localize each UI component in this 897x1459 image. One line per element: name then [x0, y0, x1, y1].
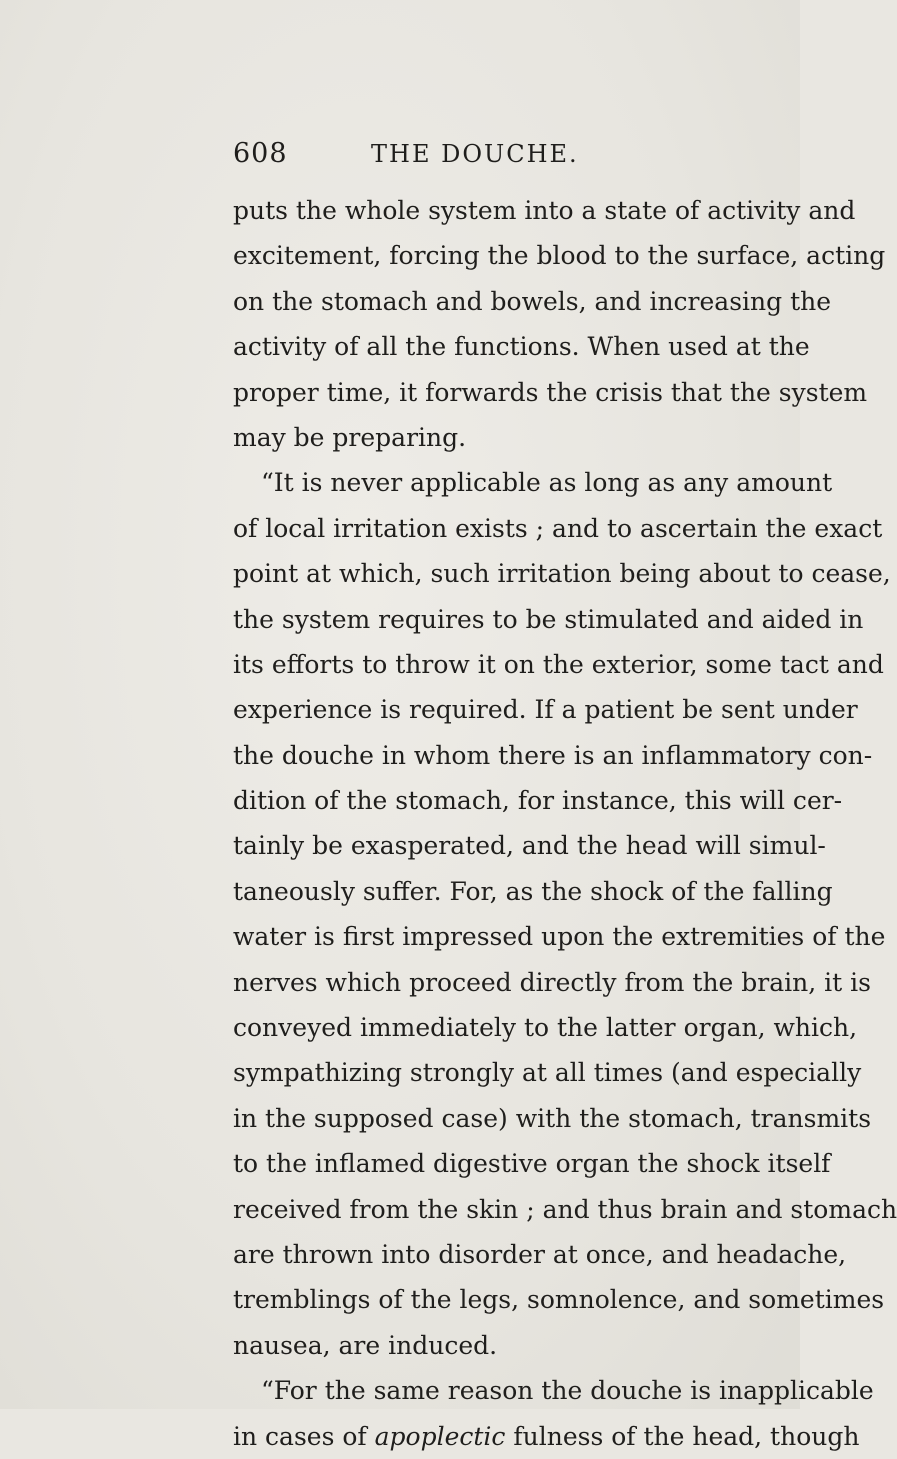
italic-word: apoplectic [374, 1421, 506, 1451]
text-line: tainly be exasperated, and the head will simul- [233, 831, 826, 861]
text-line: nausea, are induced. [233, 1330, 498, 1360]
text-line: experience is required. If a patient be sent under [233, 695, 858, 725]
text-line: tremblings of the legs, somnolence, and sometimes [233, 1285, 885, 1315]
text-line: of local irritation exists ; and to ascertain the exact [233, 513, 883, 543]
text-line: nerves which proceed directly from the brain, it is [233, 967, 871, 997]
text-line: in the supposed case) with the stomach, transmits [233, 1103, 872, 1133]
page-header [233, 138, 753, 178]
text-line: the douche in whom there is an inflammatory con- [233, 740, 873, 770]
text-line: activity of all the functions. When used at the [233, 332, 810, 362]
page-number: 608 [233, 138, 288, 169]
text-line: “It is never applicable as long as any amount [261, 468, 833, 498]
running-title: THE DOUCHE. [371, 140, 579, 168]
text-line: conveyed immediately to the latter organ, which, [233, 1013, 858, 1043]
text-line [233, 1414, 860, 1459]
text-line: on the stomach and bowels, and increasing the [233, 286, 832, 316]
text-line: excitement, forcing the blood to the surface, acting [233, 241, 886, 271]
text-segment: fulness of the head, though [505, 1421, 860, 1451]
text-line: dition of the stomach, for instance, this will cer- [233, 786, 843, 816]
text-segment: in cases of [233, 1421, 375, 1451]
text-line: to the inflamed digestive organ the shock itself [233, 1149, 831, 1179]
text-line: the system requires to be stimulated and aided in [233, 604, 864, 634]
text-line: puts the whole system into a state of activity and [233, 196, 856, 225]
text-line: point at which, such irritation being about to cease, [233, 559, 891, 589]
text-line: received from the skin ; and thus brain and stomach [233, 1194, 897, 1224]
text-line: water is first impressed upon the extremities of the [233, 922, 886, 952]
text-line: taneously suffer. For, as the shock of the falling [233, 876, 833, 906]
text-line: sympathizing strongly at all times (and especially [233, 1058, 862, 1088]
text-line: its efforts to throw it on the exterior, some tact and [233, 649, 884, 679]
text-line: proper time, it forwards the crisis that the system [233, 377, 868, 407]
text-line: “For the same reason the douche is inapplicable [261, 1376, 874, 1406]
body-text [233, 188, 897, 1459]
text-line: are thrown into disorder at once, and headache, [233, 1239, 847, 1269]
text-line: may be preparing. [233, 422, 467, 452]
